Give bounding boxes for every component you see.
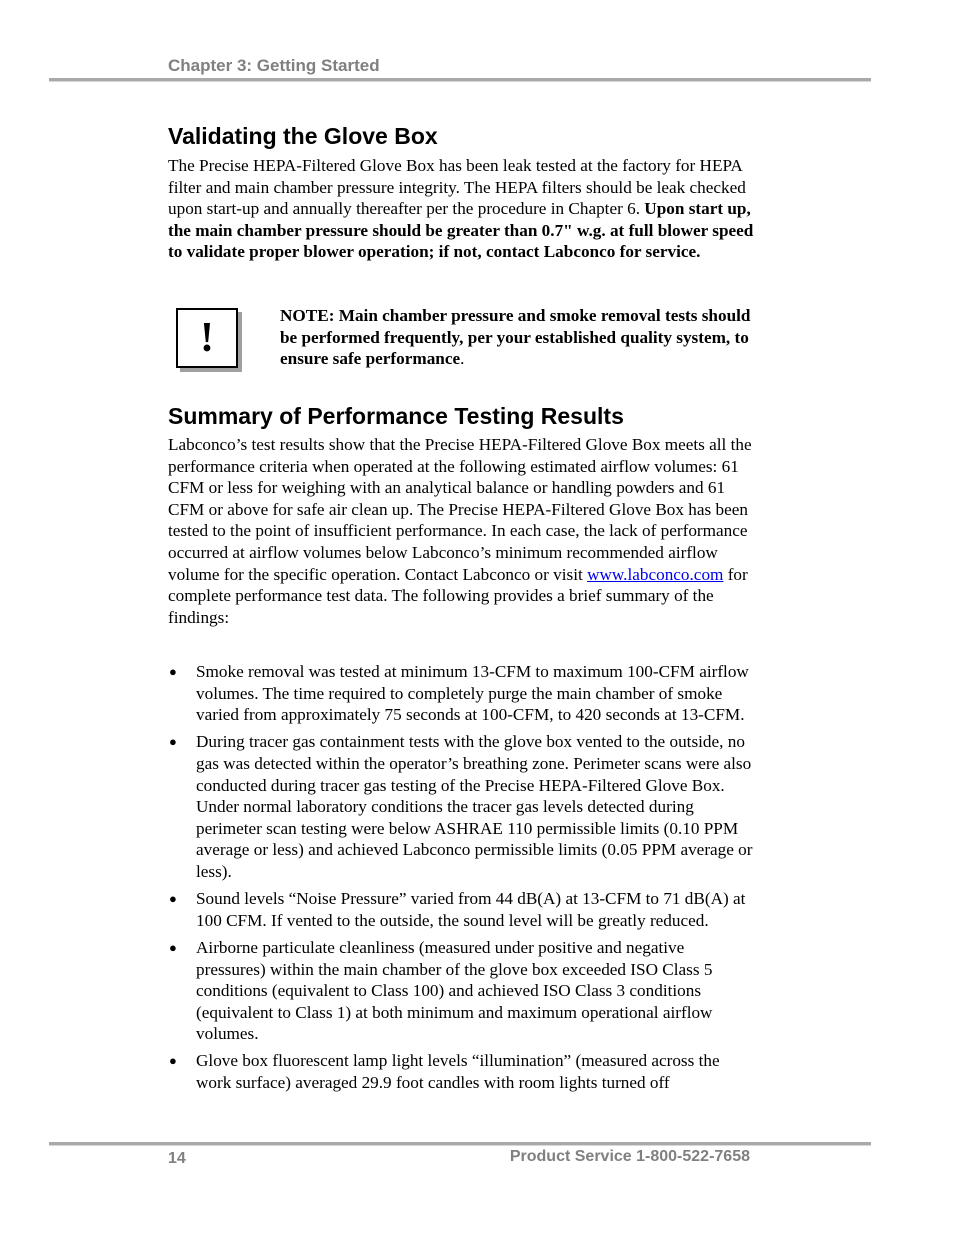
note-period: . [460,349,465,369]
section-heading-summary: Summary of Performance Testing Results [168,403,624,429]
list-item [168,731,758,882]
list-item [168,937,758,1045]
finding-text: Smoke removal was tested at minimum 13-CFM to maximum 100-CFM airflow volumes. The time required to completely purge the main chamber of smoke varied from approximately 75 seconds at 100-CFM, to 420 seconds at 13-CFM. [196,662,749,725]
list-item [168,1050,758,1093]
validating-paragraph [168,155,758,263]
bullet-icon: ● [169,891,177,907]
finding-text: Airborne particulate cleanliness (measured under positive and negative pressures) within the main chamber of the glove box exceeded ISO Class 5 conditions (equivalent to Class 100) and achieved ISO Class 3 conditions (equivalent to Class 1) at both minimum and maximum operational airflow volumes. [196,937,713,1044]
running-header: Chapter 3: Getting Started [168,56,380,75]
note-text [280,305,760,370]
validating-text: The Precise HEPA-Filtered Glove Box has been leak tested at the factory for HEPA filter and main chamber pressure integrity. The HEPA filters should be leak checked upon start-up and annually thereafter per the procedure in Chapter 6. [168,156,746,219]
list-item [168,661,758,726]
finding-text: Sound levels “Noise Pressure” varied from 44 dB(A) at 13-CFM to 71 dB(A) at 100 CFM. If vented to the outside, the sound level will be greatly reduced. [196,889,746,930]
summary-paragraph [168,434,758,628]
bullet-icon: ● [169,1053,177,1069]
bullet-icon: ● [169,734,177,750]
product-service-phone: Product Service 1-800-522-7658 [509,1148,750,1165]
finding-text: During tracer gas containment tests with the glove box vented to the outside, no gas was detected within the operator’s breathing zone. Perimeter scans were also conducted during tracer gas testing of the Precise HEPA-Filtered Glove Box. Under normal laboratory conditions the tracer gas levels detected during perimeter scan testing were below ASHRAE 110 permissible limits (0.10 PPM average or less) and achieved Labconco permissible limits (0.05 PPM average or less). [196,732,753,881]
section-heading-validating: Validating the Glove Box [168,123,438,149]
summary-text-after-link: for complete performance test data. The following provides a brief summary of the findings: [168,564,748,627]
list-item [168,888,758,931]
note-bold-text: NOTE: Main chamber pressure and smoke removal tests should be performed frequently, per your established quality system, to ensure safe performance [280,306,751,369]
findings-list [168,661,758,1099]
header-divider [49,78,871,81]
page-number: 14 [168,1150,186,1167]
validating-bold-text: Upon start up, the main chamber pressure should be greater than 0.7" w.g. at full blower speed to validate proper blower operation; if not, contact Labconco for service. [168,199,754,262]
summary-text-before-link: Labconco’s test results show that the Precise HEPA-Filtered Glove Box meets all the performance criteria when operated at the following estimated airflow volumes: 61 CFM or less for weighing with an analytical balance or handling powders and 61 CFM or above for safe air clean up. The Precise HEPA-Filtered Glove Box has been tested to the point of insufficient performance. In each case, the lack of performance occurred at airflow volumes below Labconco’s minimum recommended airflow volume for the specific operation. Contact Labconco or visit [168,435,752,584]
bullet-icon: ● [169,939,177,955]
exclamation-icon: ! [176,308,238,368]
finding-text: Glove box fluorescent lamp light levels “illumination” (measured across the work surface) averaged 29.9 foot candles with room lights turned off [196,1051,720,1093]
bullet-icon: ● [169,664,177,679]
labconco-link[interactable]: www.labconco.com [587,564,724,584]
footer-divider [49,1142,871,1145]
